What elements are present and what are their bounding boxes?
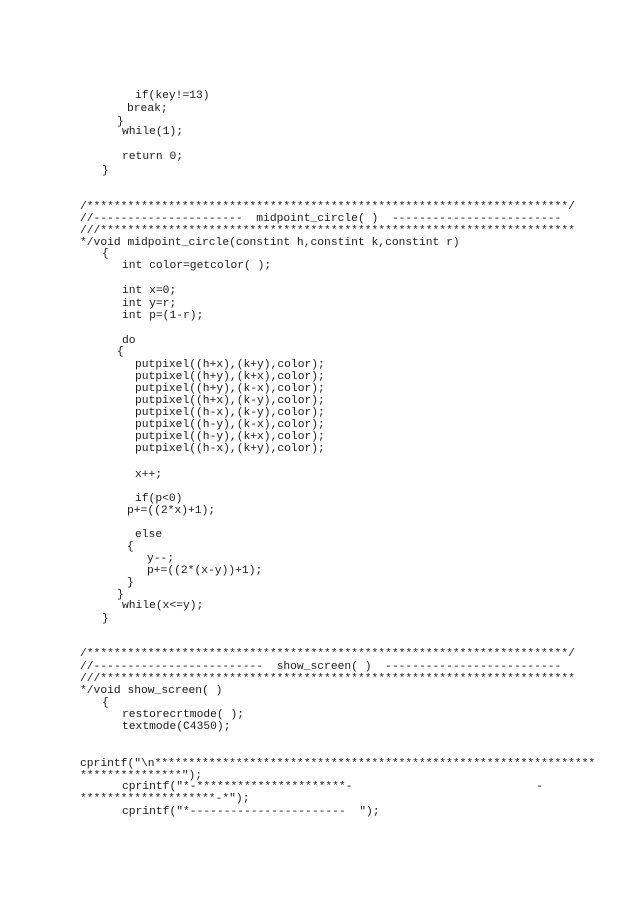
code-line: /***********************************************************************/ [80,201,575,213]
code-line: } [117,589,124,601]
code-line: cprintf("*-**********************- [122,781,353,793]
code-line: do [122,335,136,347]
code-line: if(p<0) [135,493,183,505]
code-line: y--; [147,553,175,565]
code-line: else [135,529,163,541]
code-line: } [127,577,134,589]
code-line: putpixel((h+y),(k+x),color); [135,371,325,383]
code-line: int color=getcolor( ); [122,260,272,272]
code-line: //------------------------- show_screen( ) -------------------------- [80,661,562,673]
code-line: int y=r; [122,298,177,310]
code-line: } [117,116,124,128]
code-line: x++; [135,469,163,481]
code-line: putpixel((h-y),(k+x),color); [135,431,325,443]
code-line: ///********************************************************************** [80,225,575,237]
code-line: cprintf("\n***************************************************************** [80,758,596,770]
code-line: putpixel((h+y),(k-x),color); [135,383,325,395]
code-line: int p=(1-r); [122,310,204,322]
code-line: int x=0; [122,285,177,297]
code-line: ***************"); [80,770,203,782]
code-line: cprintf("*----------------------- "); [122,806,380,818]
code-line: if(key!=13) [135,90,210,102]
code-line: ///********************************************************************** [80,673,575,685]
code-line: putpixel((h-x),(k+y),color); [135,443,325,455]
code-line: ********************-*"); [80,793,250,805]
code-line: { [127,541,134,553]
code-line: putpixel((h-x),(k-y),color); [135,407,325,419]
code-line: while(1); [122,126,184,138]
code-line: putpixel((h+x),(k-y),color); [135,395,325,407]
code-line: break; [127,103,168,115]
code-line: restorecrtmode( ); [122,709,245,721]
code-line: /***********************************************************************/ [80,648,575,660]
code-line: putpixel((h-y),(k-x),color); [135,419,325,431]
code-line: return 0; [122,151,184,163]
code-line: textmode(C4350); [122,721,231,733]
code-line: //---------------------- midpoint_circle( ) ------------------------- [80,213,562,225]
code-line: } [102,165,109,177]
code-line: while(x<=y); [122,600,204,612]
code-line: */void midpoint_circle(constint h,constint k,constint r) [80,237,460,249]
code-line: - [536,781,543,793]
code-line: p+=((2*x)+1); [127,505,216,517]
code-line: putpixel((h+x),(k+y),color); [135,359,325,371]
code-line: { [102,248,109,260]
code-line: { [117,346,124,358]
code-line: */void show_screen( ) [80,685,223,697]
code-line: { [102,697,109,709]
code-line: p+=((2*(x-y))+1); [147,565,263,577]
code-line: } [102,613,109,625]
